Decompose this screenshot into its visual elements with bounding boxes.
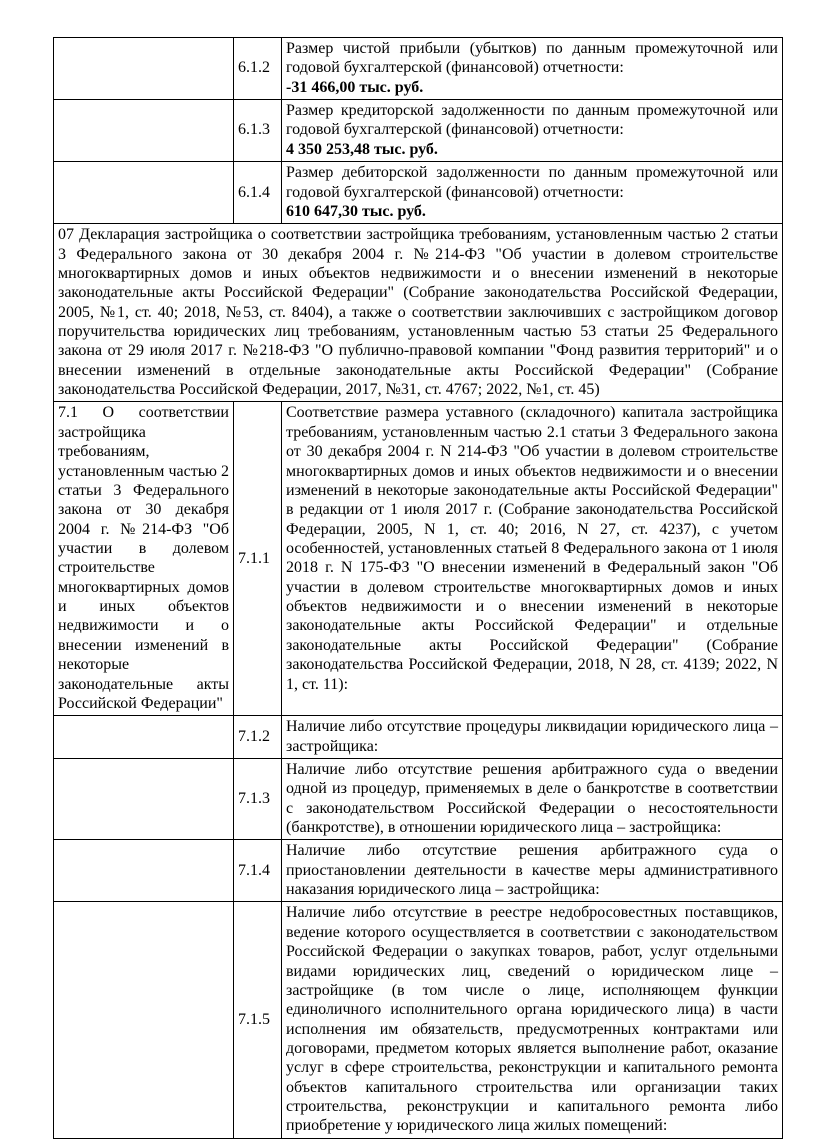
item-cell — [282, 162, 783, 224]
item-number: 7.1.4 — [234, 840, 282, 902]
section-07-header-row — [54, 224, 783, 402]
item-number: 7.1.1 — [234, 402, 282, 716]
table-row-7-1-2 — [54, 716, 783, 759]
item-value: 4 350 253,48 тыс. руб. — [286, 140, 438, 158]
item-label: Соответствие размера уставного (складочного) капитала застройщика требованиям, установленным частью 2.1 статьи 3 Федерального закона от 30 декабря 2004 г. N 214-ФЗ "Об участии в долевом строительстве многоквартирных домов и иных объектов недвижимости и о внесении изменений в некоторые законодательные акты Российской Федерации" в редакции от 1 июля 2017 г. (Собрание законодательства Российской Федерации, 2005, N 1, ст. 40; 2016, N 27, ст. 4237), с учетом особенностей, установленных статьей 8 Федерального закона от 1 июля 2018 г. N 175-ФЗ "О внесении изменений в Федеральный закон "Об участии в долевом строительстве многоквартирных домов и иных объектов недвижимости и о внесении изменений в некоторые законодательные акты Российской Федерации" и отдельные законодательные акты Российской Федерации" (Собрание законодательства Российской Федерации, 2018, N 28, ст. 4139; 2022, N 1, ст. 11): — [282, 402, 783, 716]
section-07-heading: 07 Декларация застройщика о соответствии застройщика требованиям, установленным частью 2 статьи 3 Федерального закона от 30 декабря 2004 г. №214-ФЗ "Об участии в долевом строительстве многоквартирных домов и иных объектов недвижимости и о внесении изменений в некоторые законодательные акты Российской Федерации" (Собрание законодательства Российской Федерации, 2005, №1, ст. 40; 2018, №53, ст. 8404), а также о соответствии заключивших с застройщиком договор поручительства юридических лиц требованиям, установленным частью 53 статьи 25 Федерального закона от 29 июля 2017 г. №218-ФЗ "О публично-правовой компании "Фонд развития территорий" и о внесении изменений в отдельные законодательные акты Российской Федерации" (Собрание законодательства Российской Федерации, 2017, №31, ст. 4767; 2022, №1, ст. 45) — [54, 224, 783, 402]
item-number: 6.1.4 — [234, 162, 282, 224]
item-cell — [282, 100, 783, 162]
table-row-6-1-2 — [54, 38, 783, 100]
empty-side-cell — [54, 840, 234, 902]
table-row-7-1-1 — [54, 402, 783, 716]
empty-side-cell — [54, 758, 234, 839]
table-row-6-1-4 — [54, 162, 783, 224]
item-value: -31 466,00 тыс. руб. — [286, 78, 424, 96]
item-label: Размер чистой прибыли (убытков) по данным промежуточной или годовой бухгалтерской (финансовой) отчетности: — [286, 40, 778, 77]
item-label: Наличие либо отсутствие решения арбитражного суда о приостановлении деятельности в качестве меры административного наказания юридического лица – застройщика: — [282, 840, 783, 902]
item-number: 6.1.3 — [234, 100, 282, 162]
item-number: 7.1.3 — [234, 758, 282, 839]
empty-side-cell — [54, 716, 234, 759]
item-number: 7.1.2 — [234, 716, 282, 759]
item-label: Размер дебиторской задолженности по данным промежуточной или годовой бухгалтерской (финансовой) отчетности: — [286, 164, 778, 201]
declaration-table — [53, 37, 783, 1139]
item-label: Наличие либо отсутствие решения арбитражного суда о введении одной из процедур, применяемых в деле о банкротстве в соответствии с законодательством Российской Федерации о несостоятельности (банкротстве), в отношении юридического лица – застройщика: — [282, 758, 783, 839]
table-row-7-1-5 — [54, 902, 783, 1138]
item-number: 7.1.5 — [234, 902, 282, 1138]
table-row-7-1-3 — [54, 758, 783, 839]
table-row-7-1-4 — [54, 840, 783, 902]
item-label: Наличие либо отсутствие в реестре недобросовестных поставщиков, ведение которого осуществляется в соответствии с законодательством Российской Федерации о закупках товаров, работ, услуг отдельными видами юридических лиц, сведений о юридическом лице – застройщике (в том числе о лице, исполняющем функции единоличного исполнительного органа юридического лица) в части исполнения им обязательств, предусмотренных контрактами или договорами, предметом которых является выполнение работ, оказание услуг в сфере строительства, реконструкции и капитального ремонта объектов капитального строительства или организации таких строительства, реконструкции и капитального ремонта либо приобретение у юридического лица жилых помещений: — [282, 902, 783, 1138]
row-group-label-7-1: 7.1 О соответствии застройщика требованиям, установленным частью 2 статьи 3 Федерального закона от 30 декабря 2004 г. №214-ФЗ "Об участии в долевом строительстве многоквартирных домов и иных объектов недвижимости и о внесении изменений в некоторые законодательные акты Российской Федерации" — [54, 402, 234, 716]
table-row-6-1-3 — [54, 100, 783, 162]
item-label: Размер кредиторской задолженности по данным промежуточной или годовой бухгалтерской (финансовой) отчетности: — [286, 102, 778, 139]
empty-side-cell — [54, 38, 234, 100]
item-value: 610 647,30 тыс. руб. — [286, 202, 426, 220]
item-cell — [282, 38, 783, 100]
item-label: Наличие либо отсутствие процедуры ликвидации юридического лица – застройщика: — [282, 716, 783, 759]
empty-side-cell — [54, 162, 234, 224]
empty-side-cell — [54, 902, 234, 1138]
item-number: 6.1.2 — [234, 38, 282, 100]
empty-side-cell — [54, 100, 234, 162]
